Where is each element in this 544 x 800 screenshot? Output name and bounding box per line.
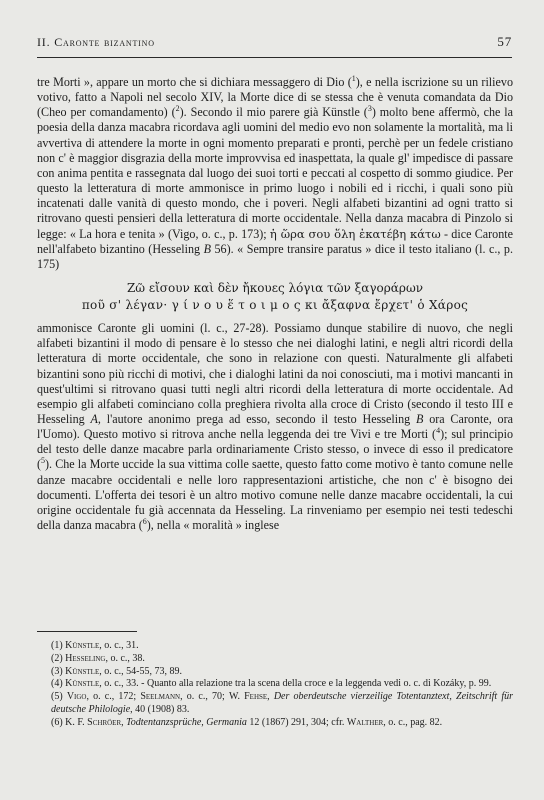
footnote-text: , o. c., 31. [99, 640, 139, 651]
footnote-author: Walther [346, 716, 384, 728]
footnote-author: Seelmann [140, 691, 181, 703]
footnote [37, 653, 513, 666]
footnote [37, 717, 513, 730]
footnote-text: , o. c., 172; [86, 691, 141, 703]
text-run: - dice Caronte nell'alfabeto bizantino (Hesseling [37, 226, 513, 256]
footnote-author: Hesseling [65, 652, 106, 664]
footnote-number: (6) [51, 716, 63, 728]
footnote [37, 666, 513, 679]
footnote-text: 12 (1867) 291, 304; cfr. [246, 716, 347, 728]
footnote-text: , 40 (1908) 83. [130, 703, 190, 715]
text-italic: B [416, 411, 424, 426]
footnote [37, 691, 513, 717]
footnote-number: (5) [51, 691, 63, 703]
footnote-author: Künstle [65, 678, 100, 690]
text-italic: B [203, 241, 211, 256]
running-title: II. Caronte bizantino [37, 35, 155, 49]
footnote-ref: 4 [436, 426, 441, 436]
text-run: tre Morti », appare un morto che si dichiara messaggero di Dio ( [37, 75, 352, 89]
footnote-ref: 3 [367, 104, 372, 114]
footnote [37, 678, 513, 691]
text-run: ), e nella iscrizione su un rilievo votivo, fatto a Napoli nel secolo XIV, la Morte dice di se stessa che è venuta comandata da Dio (Cheo per comandamento) ( [37, 75, 513, 120]
footnote-author: Künstle [65, 665, 100, 677]
footnote-ref: 2 [175, 104, 180, 114]
footnote-ref: 6 [142, 517, 147, 527]
paragraph [37, 321, 513, 533]
header-rule [37, 57, 512, 58]
footnote-text: , o. c., 54-55, 73, 89. [99, 665, 183, 677]
text-run: ora Caronte, ora l'Uomo). Questo motivo si ritrova anche nella leggenda dei tre Vivi e tre Morti ( [37, 411, 513, 442]
footnote-number: (2) [51, 652, 63, 664]
footnote-text: , o. c., 38. [105, 652, 145, 664]
footnote-number: (4) [51, 678, 63, 690]
text-run: ammonisce Caronte gli uomini (l. c., 27-28). Possiamo dunque stabilire di nuovo, che negli alfabeti bizantini il modo di pensare è lo stesso che nei dialoghi latini, e negli altri ricordi della letteratura di morte occidentale, che sono in relazione con questi. Naturalmente gli alfabeti bizantini sono più ricchi di motivi, che i dialoghi latini da noi conosciuti, ma i motivi mancanti in quest'ultimi si ritrovano quasi tutti negli altri ricordi della letteratura di morte occidentale. Ad esempio gli alfabeti cominciano colla preghiera rivolta alla croce di Cristo (secondo il testo III e Hesseling [37, 321, 513, 426]
footnote-author: Vigo [66, 691, 87, 703]
footnote-ref: 1 [351, 73, 356, 83]
footnote-number: (1) [51, 640, 63, 651]
footnote-author: W. Fehse [228, 691, 268, 703]
text-run: ); sul principio del testo delle danze macabre parla ordinariamente Cristo stesso, o invece di esso il predicatore ( [37, 427, 513, 472]
footnote-text: , o. c., pag. 82. [383, 716, 443, 728]
greek-quote: ἡ ὥρα σου ὅλη ἐκατέβη κάτω [269, 226, 441, 241]
footnote-text: , o. c., 33. - Quanto alla relazione tra la scena della croce e la leggenda vedi o. c. di Kozáky, p. 99. [99, 678, 492, 690]
footnote-title: Der oberdeutsche vierzeilige Totentanztext, Zeitschrift für deutsche Philologie [51, 691, 513, 715]
text-run: 56). « Sempre transire paratus » dice il testo italiano (l. c., p. 175) [37, 241, 513, 271]
footnote-title: Todtentanzsprüche, Germania [126, 716, 247, 728]
footnote-author: Künstle [65, 640, 100, 651]
footnote-number: (3) [51, 665, 63, 677]
footnote-ref: 5 [41, 456, 46, 466]
text-italic: A [90, 411, 98, 426]
text-run: ). Secondo il mio parere già Künstle ( [179, 105, 368, 120]
running-header [37, 34, 512, 52]
text-run: ) molto bene affermò, che la poesia della danza macabra ricordava agli uomini del medio evo non solamente la mortalità, ma li avvertiva di attendere la morte in ogni momento preparati e pronti, perchè per un fedele cristiano non c' è maggior disgrazia della morte improvvisa ed inaspettata, la quale gl' impedisce di passare con anima pentita e rassegnata dal luogo dei suoi torti e peccati al cospetto di sommo giudice. Per questo la letteratura di morte ammonisce in primo luogo i nobili ed i ricchi, i quali sono più incatenati dalle vanità di questo mondo, che i poveri. Negli alfabeti bizantini ad ogni tratto si ritrovano questi pensieri della letteratura di morte occidentale. Nella danza macabra di Pinzolo si legge: « La hora e tenita » (Vigo, o. c., p. 173); [37, 105, 513, 241]
page-number: 57 [497, 34, 512, 49]
footnote-rule [37, 631, 137, 632]
footnote-text: , o. c., 70; [180, 691, 229, 703]
greek-verse [37, 280, 513, 314]
footnote-author: K. F. Schröer [65, 716, 122, 728]
text-run: ), nella « moralità » inglese [146, 518, 280, 533]
text-run: ). Che la Morte uccide la sua vittima colle saette, questo fatto come motivo è tanto comune nelle danze macabre occidentali e nelle loro rappresentazioni artistiche, che non c' è bisogno dei documenti. L'offerta dei tesori è un altro motivo comune nelle danze macabre occidentali, la cui origine occidentale fu già accennata da Hesseling. La rinveniamo per esempio nei testi tedeschi della danza macabra ( [37, 457, 513, 533]
footnotes [37, 640, 513, 730]
verse-line: Ζῶ εἴσουν καὶ δὲν ἤκουες λόγια τῶν ξαγοράρων [126, 281, 424, 296]
text-run: , l'autore anonimo prega ad esso, secondo il testo Hesseling [97, 411, 416, 426]
paragraph [37, 75, 513, 272]
footnote [37, 640, 513, 653]
main-text [37, 75, 513, 533]
footnote-text: , [121, 716, 127, 728]
verse-line: ποῦ σ' λέγαν· γ ί ν ο υ ἕ τ ο ι μ ο ς κι ἄξαφνα ἔρχετ' ὁ Χάρος [81, 298, 469, 313]
footnote-text: , [267, 691, 274, 703]
